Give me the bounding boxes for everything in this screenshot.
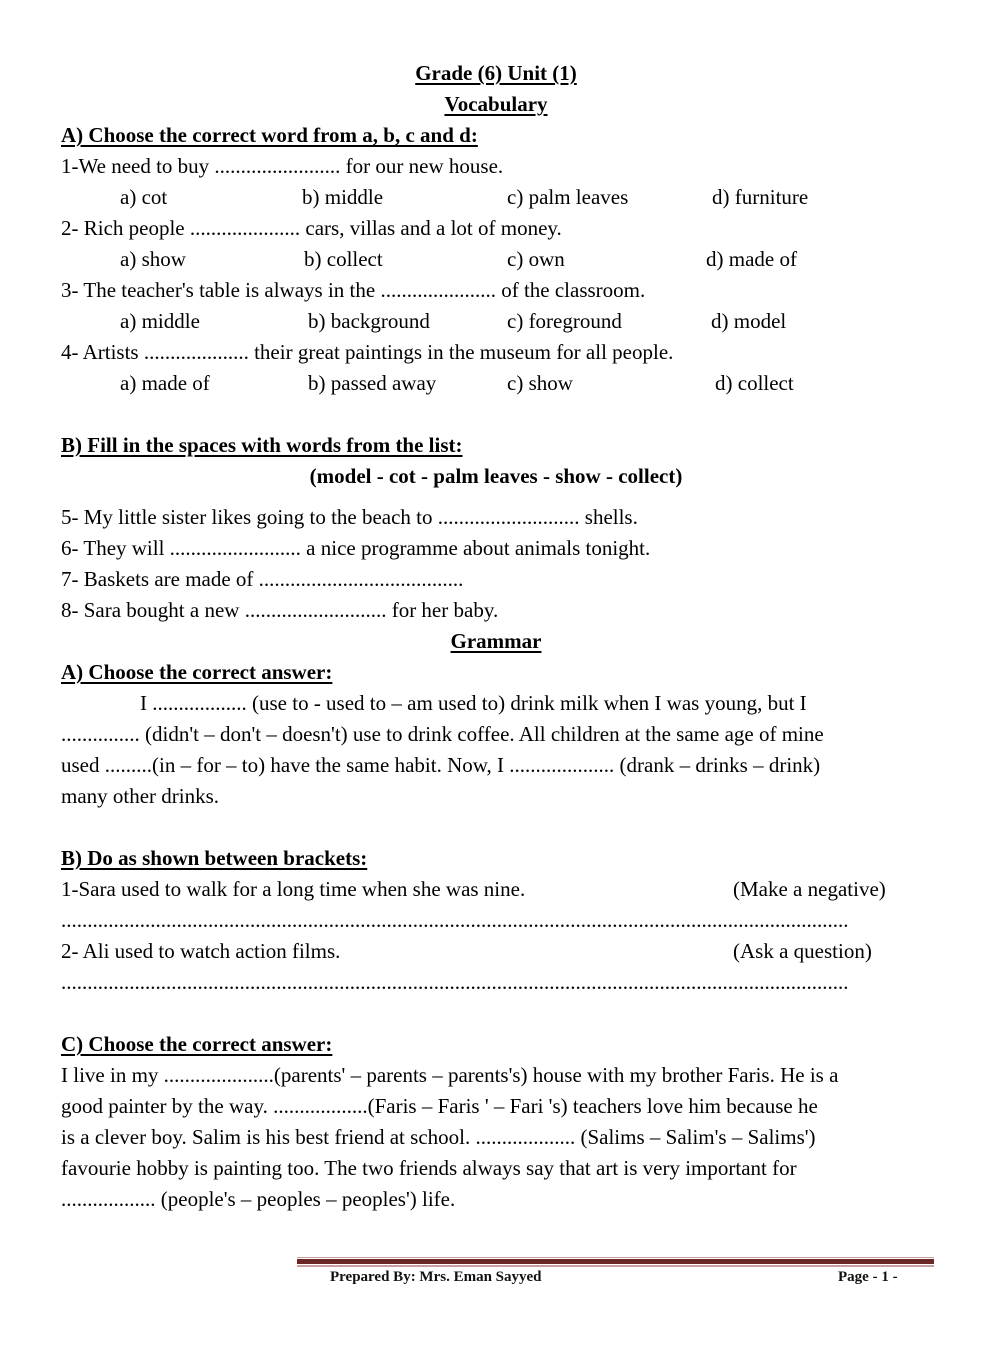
section-title-grammar: Grammar	[450, 629, 542, 653]
spacer	[61, 492, 931, 502]
grammar-a-line-2: ............... (didn't – don't – doesn't) use to drink coffee. All children at the same age of mine	[61, 722, 824, 746]
spacer	[61, 998, 931, 1029]
transform-item-2	[61, 936, 931, 967]
page-title: Grade (6) Unit (1)	[415, 61, 577, 85]
vocab-question-1-options	[61, 182, 931, 213]
footer-author: Prepared By: Mrs. Eman Sayyed	[330, 1269, 542, 1285]
grammar-a-line-1: I .................. (use to - used to – am used to) drink milk when I was young, but I	[140, 691, 807, 715]
footer-page-number: Page - 1 -	[838, 1269, 898, 1285]
footer-rule	[297, 1259, 934, 1265]
option-c: c) foreground	[507, 309, 622, 333]
option-d: d) made of	[706, 247, 797, 271]
grammar-c-line-4: favourie hobby is painting too. The two friends always say that art is very important for	[61, 1156, 797, 1180]
vocab-question-2: 2- Rich people ..................... cars, villas and a lot of money.	[61, 216, 562, 240]
grammar-c-line-3: is a clever boy. Salim is his best friend at school. ................... (Salims – Salim's – Salims')	[61, 1125, 816, 1149]
transform-item-2-text: 2- Ali used to watch action films.	[61, 939, 341, 963]
vocab-question-4: 4- Artists .................... their great paintings in the museum for all people.	[61, 340, 674, 364]
option-a: a) middle	[120, 309, 200, 333]
fill-question-7: 7- Baskets are made of .......................................	[61, 567, 464, 591]
grammar-c-line-1: I live in my .....................(parents' – parents – parents's) house with my brother Faris. He is a	[61, 1063, 839, 1087]
vocab-question-2-options	[61, 244, 931, 275]
transform-item-1-text: 1-Sara used to walk for a long time when she was nine.	[61, 877, 526, 901]
grammar-part-a-heading: A) Choose the correct answer:	[61, 660, 333, 684]
option-a: a) show	[120, 247, 186, 271]
spacer	[61, 399, 931, 430]
vocab-part-a-heading: A) Choose the correct word from a, b, c and d:	[61, 123, 478, 147]
worksheet-page	[61, 58, 931, 1215]
transform-item-2-instruction: (Ask a question)	[733, 939, 872, 963]
option-b: b) middle	[302, 185, 384, 209]
vocab-part-b-heading: B) Fill in the spaces with words from the list:	[61, 433, 463, 457]
option-a: a) cot	[120, 185, 168, 209]
option-c: c) own	[507, 247, 565, 271]
grammar-part-c-heading: C) Choose the correct answer:	[61, 1032, 333, 1056]
section-title-vocabulary: Vocabulary	[444, 92, 548, 116]
answer-line-2[interactable]: ......................................................................................................................................................	[61, 970, 849, 994]
spacer	[61, 812, 931, 843]
option-c: c) show	[507, 371, 573, 395]
transform-item-1	[61, 874, 931, 905]
answer-line-1[interactable]: ......................................................................................................................................................	[61, 908, 849, 932]
grammar-c-line-5: .................. (people's – peoples – peoples') life.	[61, 1187, 456, 1211]
vocab-question-3-options	[61, 306, 931, 337]
fill-question-8: 8- Sara bought a new ........................... for her baby.	[61, 598, 499, 622]
grammar-part-b-heading: B) Do as shown between brackets:	[61, 846, 368, 870]
option-c: c) palm leaves	[507, 185, 629, 209]
option-b: b) background	[308, 309, 430, 333]
grammar-a-line-4: many other drinks.	[61, 784, 220, 808]
option-d: d) collect	[715, 371, 794, 395]
vocab-question-3: 3- The teacher's table is always in the ...................... of the classroom.	[61, 278, 646, 302]
vocab-question-1: 1-We need to buy ........................ for our new house.	[61, 154, 504, 178]
option-d: d) model	[711, 309, 787, 333]
vocab-question-4-options	[61, 368, 931, 399]
word-list: (model - cot - palm leaves - show - collect)	[309, 464, 683, 488]
option-d: d) furniture	[712, 185, 809, 209]
option-b: b) passed away	[308, 371, 437, 395]
footer-rule-thin	[297, 1257, 934, 1258]
grammar-a-line-3: used .........(in – for – to) have the same habit. Now, I .................... (drank – drinks – drink)	[61, 753, 821, 777]
option-a: a) made of	[120, 371, 210, 395]
fill-question-6: 6- They will ......................... a nice programme about animals tonight.	[61, 536, 651, 560]
option-b: b) collect	[304, 247, 383, 271]
grammar-c-line-2: good painter by the way. ..................(Faris – Faris ' – Fari 's) teachers love him because he	[61, 1094, 818, 1118]
transform-item-1-instruction: (Make a negative)	[733, 877, 886, 901]
fill-question-5: 5- My little sister likes going to the beach to ........................... shells.	[61, 505, 638, 529]
